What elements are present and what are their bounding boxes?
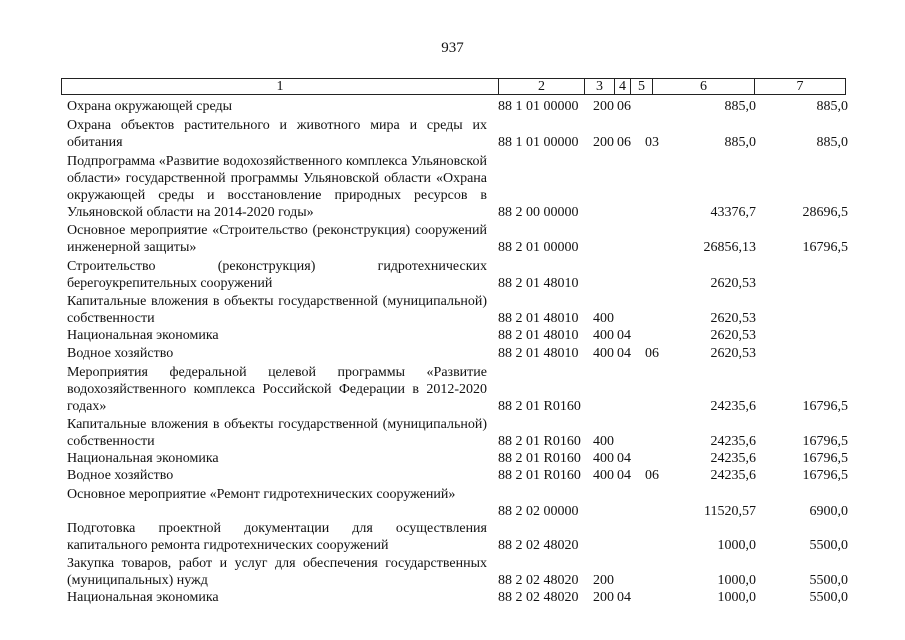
row-name: Подготовка проектной документации для осуществления капитального ремонта гидротехнических сооружений — [67, 521, 487, 553]
header-col-7: 7 — [754, 79, 845, 94]
row-name: Строительство (реконструкция) гидротехнических берегоукрепительных сооружений — [67, 259, 487, 291]
row-name: Национальная экономика — [67, 451, 219, 466]
table-row — [0, 117, 905, 151]
table-header — [61, 78, 846, 95]
table-row — [0, 293, 905, 327]
table-row — [0, 327, 905, 344]
row-pr: 06 — [645, 346, 659, 361]
header-col-3: 3 — [584, 79, 614, 94]
header-col-1: 1 — [276, 79, 284, 94]
table-row — [0, 153, 905, 221]
row-kvr: 200 — [593, 590, 614, 605]
table-row — [0, 364, 905, 415]
row-kvr: 400 — [593, 451, 614, 466]
row-value-col6: 885,0 — [724, 135, 756, 150]
row-pr: 03 — [645, 135, 659, 150]
row-kvr: 400 — [593, 434, 614, 449]
row-code: 88 1 01 00000 — [498, 99, 579, 114]
row-kvr: 400 — [593, 328, 614, 343]
row-value-col6: 2620,53 — [710, 328, 756, 343]
row-value-col6: 1000,0 — [717, 573, 756, 588]
row-value-col7: 16796,5 — [802, 468, 848, 483]
row-value-col7: 5500,0 — [809, 538, 848, 553]
table-row — [0, 486, 905, 520]
row-name: Водное хозяйство — [67, 468, 174, 483]
row-value-col6: 24235,6 — [710, 434, 756, 449]
row-code: 88 2 01 R0160 — [498, 451, 581, 466]
row-value-col6: 24235,6 — [710, 399, 756, 414]
row-value-col7: 6900,0 — [809, 504, 848, 519]
row-value-col6: 1000,0 — [717, 590, 756, 605]
row-rz: 04 — [617, 451, 631, 466]
table-row — [0, 589, 905, 606]
row-name: Основное мероприятие «Ремонт гидротехнических сооружений» — [67, 487, 456, 502]
table-row — [0, 450, 905, 467]
table-row — [0, 467, 905, 484]
row-kvr: 400 — [593, 346, 614, 361]
row-name: Национальная экономика — [67, 590, 219, 605]
row-name: Основное мероприятие «Строительство (реконструкция) сооружений инженерной защиты» — [67, 223, 487, 255]
row-value-col6: 2620,53 — [710, 276, 756, 291]
header-col-6: 6 — [652, 79, 754, 94]
row-code: 88 2 02 48020 — [498, 573, 579, 588]
row-value-col6: 43376,7 — [710, 205, 756, 220]
table-row — [0, 222, 905, 256]
row-value-col7: 885,0 — [816, 99, 848, 114]
row-value-col7: 16796,5 — [802, 399, 848, 414]
page-number: 937 — [441, 40, 464, 56]
header-col-5: 5 — [630, 79, 652, 94]
row-code: 88 2 01 48010 — [498, 311, 579, 326]
row-kvr: 200 — [593, 99, 614, 114]
row-name: Водное хозяйство — [67, 346, 174, 361]
row-kvr: 200 — [593, 573, 614, 588]
table-row — [0, 555, 905, 589]
row-rz: 06 — [617, 99, 631, 114]
row-code: 88 2 01 48010 — [498, 346, 579, 361]
row-value-col7: 16796,5 — [802, 434, 848, 449]
row-kvr: 200 — [593, 135, 614, 150]
row-name: Охрана объектов растительного и животного мира и среды их обитания — [67, 118, 487, 150]
row-value-col6: 2620,53 — [710, 346, 756, 361]
row-code: 88 1 01 00000 — [498, 135, 579, 150]
row-value-col7: 885,0 — [816, 135, 848, 150]
row-code: 88 2 02 00000 — [498, 504, 579, 519]
row-name: Капитальные вложения в объекты государственной (муниципальной) собственности — [67, 417, 487, 449]
row-rz: 04 — [617, 468, 631, 483]
row-pr: 06 — [645, 468, 659, 483]
row-value-col6: 1000,0 — [717, 538, 756, 553]
header-col-2: 2 — [498, 79, 584, 94]
table-row — [0, 520, 905, 554]
row-value-col7: 28696,5 — [802, 205, 848, 220]
row-name: Закупка товаров, работ и услуг для обеспечения государственных (муниципальных) нужд — [67, 556, 487, 588]
row-value-col6: 26856,13 — [703, 240, 756, 255]
row-code: 88 2 01 48010 — [498, 328, 579, 343]
row-code: 88 2 02 48020 — [498, 590, 579, 605]
row-code: 88 2 01 48010 — [498, 276, 579, 291]
row-value-col6: 24235,6 — [710, 451, 756, 466]
row-kvr: 400 — [593, 468, 614, 483]
row-value-col6: 24235,6 — [710, 468, 756, 483]
row-value-col6: 885,0 — [724, 99, 756, 114]
row-value-col7: 16796,5 — [802, 451, 848, 466]
row-rz: 04 — [617, 590, 631, 605]
row-value-col6: 2620,53 — [710, 311, 756, 326]
row-code: 88 2 01 00000 — [498, 240, 579, 255]
row-value-col6: 11520,57 — [704, 504, 756, 519]
table-row — [0, 345, 905, 362]
row-value-col7: 5500,0 — [809, 590, 848, 605]
row-name: Капитальные вложения в объекты государственной (муниципальной) собственности — [67, 294, 487, 326]
table-row — [0, 416, 905, 450]
row-code: 88 2 01 R0160 — [498, 399, 581, 414]
row-code: 88 2 02 48020 — [498, 538, 579, 553]
row-rz: 06 — [617, 135, 631, 150]
row-rz: 04 — [617, 328, 631, 343]
row-name: Мероприятия федеральной целевой программы «Развитие водохозяйственного комплекса Российской Федерации в 2012-2020 годах» — [67, 365, 487, 414]
row-name: Национальная экономика — [67, 328, 219, 343]
row-kvr: 400 — [593, 311, 614, 326]
row-value-col7: 5500,0 — [809, 573, 848, 588]
row-code: 88 2 00 00000 — [498, 205, 579, 220]
row-code: 88 2 01 R0160 — [498, 468, 581, 483]
table-row — [0, 98, 905, 115]
row-rz: 04 — [617, 346, 631, 361]
row-name: Охрана окружающей среды — [67, 99, 233, 114]
header-col-4: 4 — [614, 79, 630, 94]
row-code: 88 2 01 R0160 — [498, 434, 581, 449]
table-row — [0, 258, 905, 292]
row-value-col7: 16796,5 — [802, 240, 848, 255]
row-name: Подпрограмма «Развитие водохозяйственного комплекса Ульяновской области» государственной программы Ульяновской области «Охрана окружающей среды и восстановление природных ресурсов в Ульяновской области на 2014-2020 годы» — [67, 154, 487, 220]
